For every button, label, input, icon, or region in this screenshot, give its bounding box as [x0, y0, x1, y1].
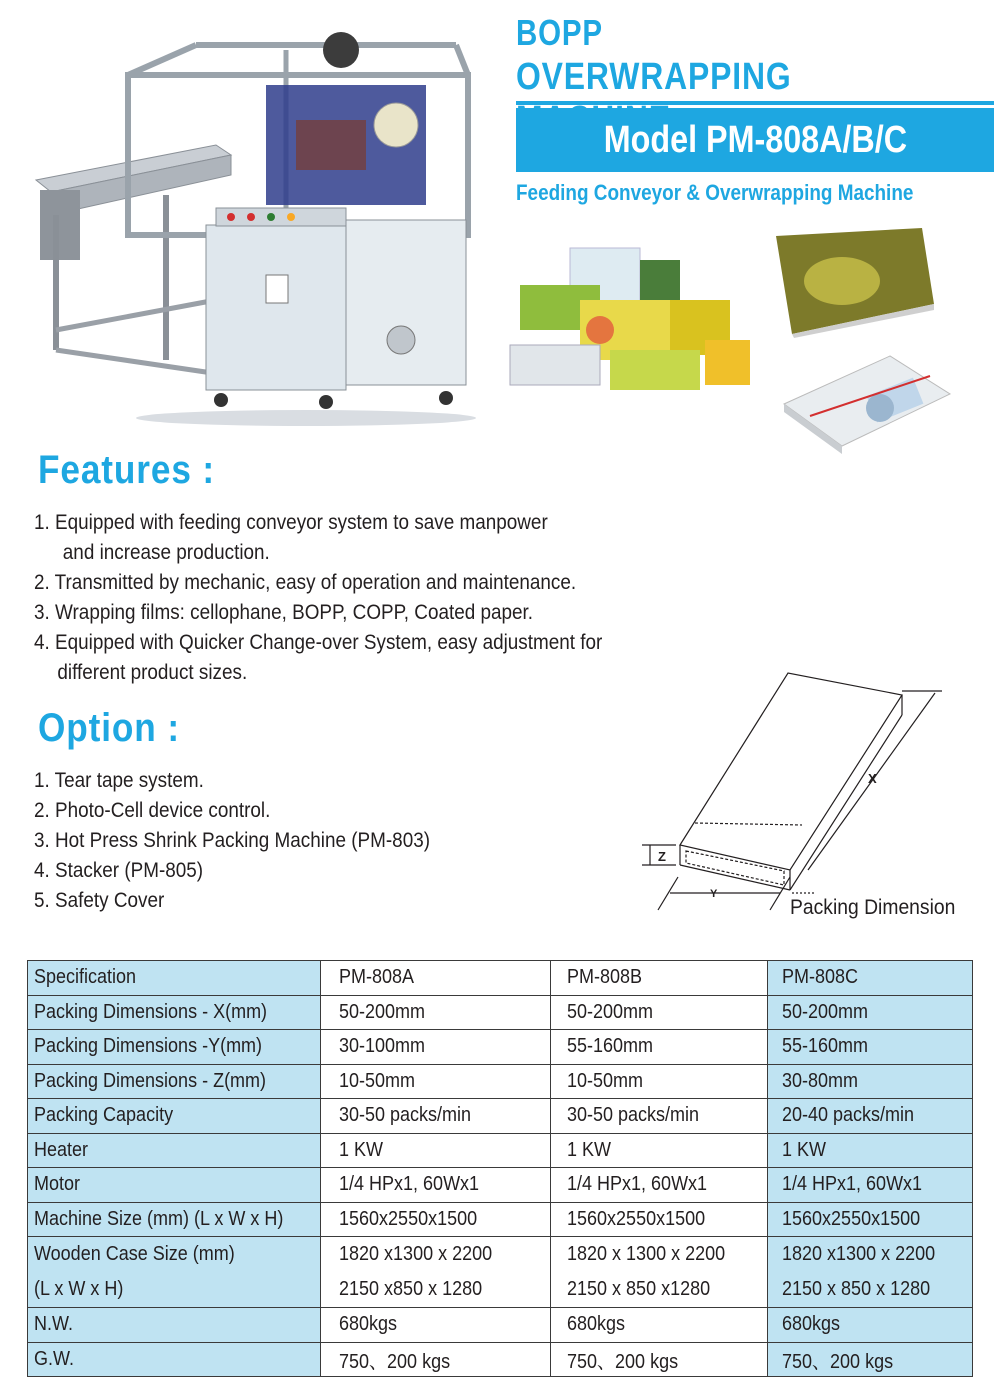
- table-cell: [551, 1342, 768, 1377]
- features-heading: Features :: [38, 448, 216, 492]
- table-cell-text: G.W.: [34, 1347, 75, 1370]
- table-cell: [551, 1064, 768, 1099]
- table-row: [28, 961, 973, 996]
- table-cell: [320, 1064, 551, 1099]
- table-cell: [28, 1202, 321, 1237]
- packing-dimension-diagram: [640, 665, 960, 915]
- table-cell: [768, 1342, 973, 1377]
- table-cell-text: 55-160mm: [567, 1035, 654, 1058]
- table-cell-text: 750、200 kgs: [338, 1350, 450, 1373]
- table-cell-text: PM-808B: [567, 966, 643, 989]
- table-cell-text: 680kgs: [338, 1313, 397, 1336]
- z-label: Z: [658, 849, 666, 864]
- option-list: [34, 766, 430, 916]
- machine-image: [16, 30, 486, 430]
- product-photo-boxes: [500, 240, 760, 400]
- features-list: [34, 508, 602, 688]
- table-cell: [768, 1168, 973, 1203]
- list-item: 4. Stacker (PM-805): [34, 859, 204, 882]
- option-heading: Option :: [38, 706, 180, 750]
- table-cell: [320, 1133, 551, 1168]
- table-row: [28, 1237, 973, 1308]
- table-cell: [768, 961, 973, 996]
- table-cell-text: 1560x2550x1500: [567, 1207, 706, 1230]
- list-item: 3. Wrapping films: cellophane, BOPP, COPP, Coated paper.: [34, 601, 534, 624]
- table-cell-text: Wooden Case Size (mm): [34, 1243, 235, 1265]
- table-row: [28, 1168, 973, 1203]
- table-cell-text: 1 KW: [567, 1138, 612, 1161]
- table-cell-text: 2150 x 850 x 1280: [782, 1278, 931, 1300]
- table-cell: [768, 1237, 973, 1308]
- table-cell: [551, 1133, 768, 1168]
- table-cell: [28, 1064, 321, 1099]
- table-row: [28, 1308, 973, 1343]
- title-line-2: OVERWRAPPING: [516, 56, 792, 98]
- table-cell: [28, 1308, 321, 1343]
- x-label: X: [868, 771, 877, 786]
- table-cell: [768, 1202, 973, 1237]
- model-banner: [516, 108, 994, 172]
- table-cell: [551, 995, 768, 1030]
- table-cell: [28, 995, 321, 1030]
- table-cell-text: 1 KW: [782, 1138, 827, 1161]
- table-cell-text: 1 KW: [338, 1138, 383, 1161]
- table-cell-text: 55-160mm: [782, 1035, 869, 1058]
- table-cell: [768, 995, 973, 1030]
- table-cell-text: 1/4 HPx1, 60Wx1: [782, 1173, 923, 1196]
- table-cell: [28, 1237, 321, 1308]
- table-cell: [768, 1099, 973, 1134]
- table-cell: [551, 1030, 768, 1065]
- table-cell: [320, 1308, 551, 1343]
- table-cell-text: Machine Size (mm) (L x W x H): [34, 1207, 284, 1230]
- list-item: 2. Photo-Cell device control.: [34, 799, 271, 822]
- table-cell-text: Packing Dimensions -Y(mm): [34, 1035, 263, 1058]
- table-cell: [28, 1168, 321, 1203]
- table-cell-text: 30-50 packs/min: [338, 1104, 471, 1127]
- table-cell-text: 1/4 HPx1, 60Wx1: [338, 1173, 479, 1196]
- table-row: [28, 1133, 973, 1168]
- table-cell-text: 30-80mm: [782, 1069, 859, 1092]
- list-item: 2. Transmitted by mechanic, easy of operation and maintenance.: [34, 571, 577, 594]
- table-cell-text: 750、200 kgs: [782, 1350, 894, 1373]
- table-cell-text: (L x W x H): [34, 1278, 124, 1300]
- table-cell-text: 680kgs: [567, 1313, 626, 1336]
- table-cell-text: 10-50mm: [567, 1069, 644, 1092]
- table-cell: [28, 1133, 321, 1168]
- table-cell: [320, 1099, 551, 1134]
- table-cell-text: 1820 x 1300 x 2200: [567, 1243, 726, 1265]
- table-cell-text: 50-200mm: [782, 1000, 869, 1023]
- table-cell-text: 1/4 HPx1, 60Wx1: [567, 1173, 708, 1196]
- table-cell: [320, 995, 551, 1030]
- table-cell-text: 10-50mm: [338, 1069, 415, 1092]
- table-cell-text: PM-808C: [782, 966, 859, 989]
- table-cell-text: Packing Capacity: [34, 1104, 174, 1127]
- table-row: [28, 1342, 973, 1377]
- table-cell: [768, 1064, 973, 1099]
- table-cell-text: Specification: [34, 966, 137, 989]
- product-photo-book: [772, 226, 938, 338]
- table-cell-text: 1560x2550x1500: [782, 1207, 921, 1230]
- table-row: [28, 1064, 973, 1099]
- table-cell-text: Packing Dimensions - Z(mm): [34, 1069, 267, 1092]
- table-cell: [320, 1237, 551, 1308]
- model-label: Model PM-808A/B/C: [603, 118, 907, 161]
- table-cell: [28, 1099, 321, 1134]
- table-cell-text: 30-50 packs/min: [567, 1104, 700, 1127]
- subtitle: Feeding Conveyor & Overwrapping Machine: [516, 180, 914, 205]
- table-row: [28, 995, 973, 1030]
- table-cell-text: 1820 x1300 x 2200: [782, 1243, 936, 1265]
- list-item: 5. Safety Cover: [34, 889, 165, 912]
- table-cell: [320, 1168, 551, 1203]
- table-cell-text: Heater: [34, 1138, 89, 1161]
- table-cell: [28, 1030, 321, 1065]
- table-cell-text: 680kgs: [782, 1313, 841, 1336]
- table-cell: [28, 961, 321, 996]
- table-cell: [320, 1342, 551, 1377]
- table-row: [28, 1202, 973, 1237]
- table-cell-text: N.W.: [34, 1313, 74, 1336]
- y-label: Y: [710, 888, 718, 900]
- table-cell: [28, 1342, 321, 1377]
- list-item: different product sizes.: [57, 661, 248, 684]
- product-photo-carton: [780, 346, 954, 456]
- table-cell-text: 50-200mm: [338, 1000, 425, 1023]
- table-cell-text: 750、200 kgs: [567, 1350, 679, 1373]
- table-cell: [551, 1202, 768, 1237]
- table-cell-text: 30-100mm: [338, 1035, 425, 1058]
- list-item: 3. Hot Press Shrink Packing Machine (PM-803): [34, 829, 431, 852]
- table-cell-text: PM-808A: [338, 966, 414, 989]
- table-row: [28, 1030, 973, 1065]
- list-item: 4. Equipped with Quicker Change-over System, easy adjustment for: [34, 631, 603, 654]
- list-item: 1. Tear tape system.: [34, 769, 204, 792]
- table-cell-text: 2150 x 850 x1280: [567, 1278, 711, 1300]
- table-cell: [768, 1308, 973, 1343]
- table-cell: [768, 1133, 973, 1168]
- list-item: and increase production.: [62, 541, 270, 564]
- table-row: [28, 1099, 973, 1134]
- table-cell-text: 1820 x1300 x 2200: [338, 1243, 493, 1265]
- table-cell: [551, 1168, 768, 1203]
- table-cell-text: 20-40 packs/min: [782, 1104, 915, 1127]
- table-cell: [320, 1030, 551, 1065]
- table-cell-text: 1560x2550x1500: [338, 1207, 478, 1230]
- table-cell-text: Motor: [34, 1173, 81, 1196]
- spec-table: [27, 960, 973, 1377]
- table-cell-text: Packing Dimensions - X(mm): [34, 1000, 268, 1023]
- table-cell: [551, 961, 768, 996]
- table-cell: [551, 1237, 768, 1308]
- table-cell: [551, 1099, 768, 1134]
- title-divider: [516, 101, 994, 105]
- list-item: 1. Equipped with feeding conveyor system to save manpower: [34, 511, 548, 534]
- table-cell: [320, 1202, 551, 1237]
- table-cell: [320, 961, 551, 996]
- title-line-1: BOPP: [516, 12, 603, 53]
- diagram-caption: Packing Dimension: [790, 896, 956, 919]
- table-cell-text: 2150 x850 x 1280: [338, 1278, 483, 1300]
- table-cell: [768, 1030, 973, 1065]
- table-cell: [551, 1308, 768, 1343]
- table-cell-text: 50-200mm: [567, 1000, 654, 1023]
